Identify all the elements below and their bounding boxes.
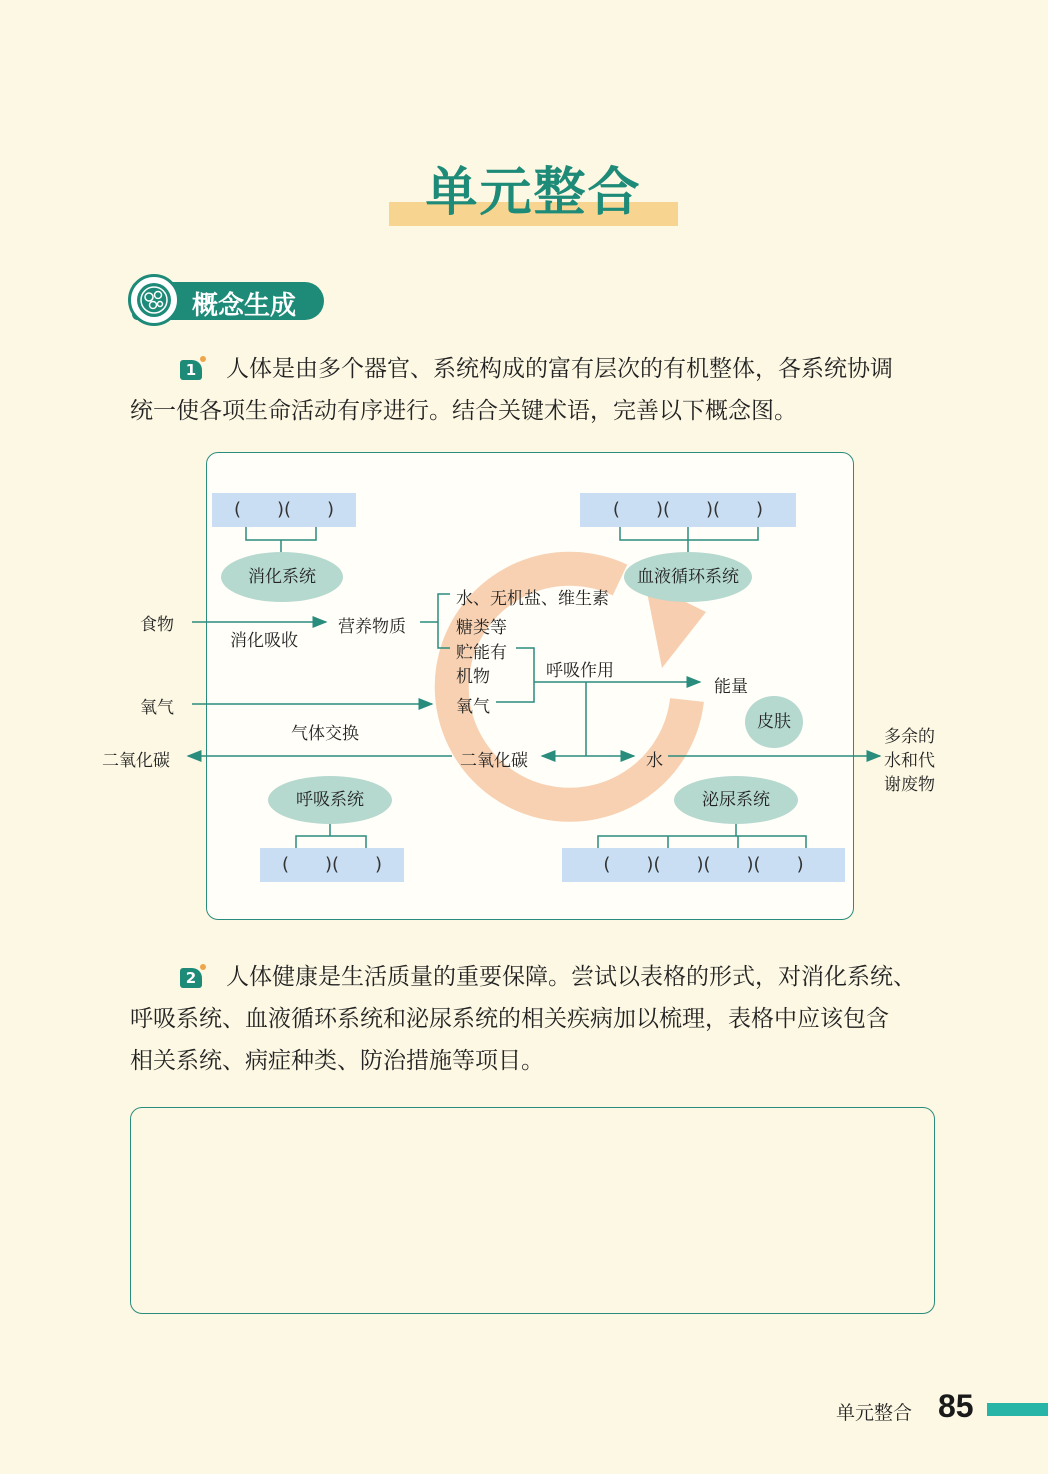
answer-area[interactable] [130, 1107, 935, 1314]
page-number: 85 [938, 1388, 974, 1424]
q1-text-line1: 人体是由多个器官、系统构成的富有层次的有机整体，各系统协调 [226, 356, 893, 382]
marker-dot [200, 964, 206, 970]
label-water-salts-vitamins: 水、无机盐、维生素 [456, 589, 609, 609]
label-co2-left: 二氧化碳 [102, 751, 170, 771]
blank-digestive[interactable]: ( )( ) [212, 493, 356, 527]
label-energy-organic-2: 机物 [456, 667, 490, 687]
q1-text-line2: 统一使各项生命活动有序进行。结合关键术语，完善以下概念图。 [130, 398, 797, 424]
q2-text-line1: 人体健康是生活质量的重要保障。尝试以表格的形式，对消化系统、 [226, 964, 916, 990]
label-energy: 能量 [714, 677, 748, 697]
label-excess-3: 谢废物 [884, 775, 935, 795]
question-number-1: 1 [180, 360, 202, 380]
footer-accent-bar [987, 1403, 1048, 1416]
oval-respiratory-system: 呼吸系统 [268, 776, 392, 824]
footer-unit-label: 单元整合 [836, 1402, 913, 1424]
page-title: 单元整合 [425, 162, 642, 223]
q2-text-line2: 呼吸系统、血液循环系统和泌尿系统的相关疾病加以梳理，表格中应该包含 [130, 1006, 889, 1032]
label-nutrients: 营养物质 [338, 617, 406, 637]
label-respiration: 呼吸作用 [546, 661, 614, 681]
label-gas-exchange: 气体交换 [291, 724, 359, 744]
label-excess-2: 水和代 [884, 751, 935, 771]
label-oxygen-right: 氧气 [456, 697, 490, 717]
oval-skin: 皮肤 [745, 696, 803, 748]
blank-respiratory[interactable]: ( )( ) [260, 848, 404, 882]
blank-urinary[interactable]: ( )( )( )( ) [562, 848, 845, 882]
label-food: 食物 [140, 615, 174, 635]
section-label: 概念生成 [192, 291, 297, 321]
label-sugars: 糖类等 [456, 618, 507, 638]
oval-digestive-system: 消化系统 [221, 552, 343, 602]
question-number-2: 2 [180, 968, 202, 988]
label-digest-absorb: 消化吸收 [230, 631, 298, 651]
oval-circulatory-system: 血液循环系统 [624, 552, 752, 602]
blank-circulatory[interactable]: ( )( )( ) [580, 493, 796, 527]
label-excess-1: 多余的 [884, 727, 935, 747]
label-energy-organic-1: 贮能有 [456, 643, 507, 663]
label-water: 水 [646, 751, 663, 771]
label-oxygen-left: 氧气 [140, 698, 174, 718]
q2-text-line3: 相关系统、病症种类、防治措施等项目。 [130, 1048, 544, 1074]
oval-urinary-system: 泌尿系统 [674, 776, 798, 824]
label-co2-mid: 二氧化碳 [460, 751, 528, 771]
